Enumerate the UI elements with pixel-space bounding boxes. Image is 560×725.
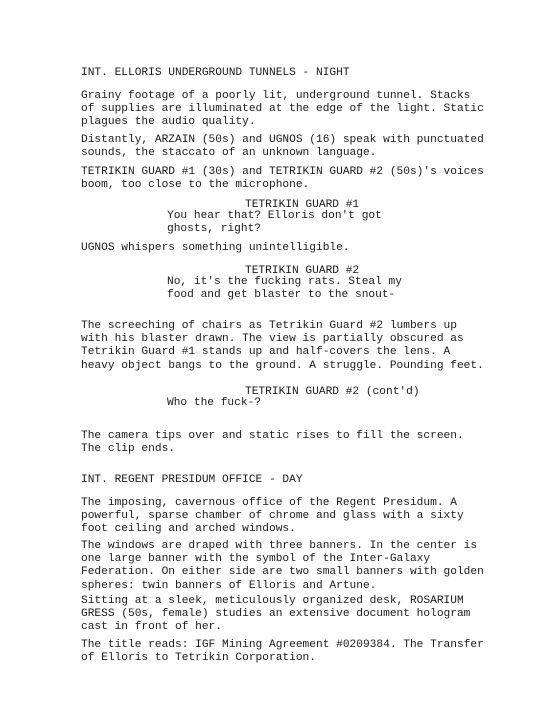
action-paragraph: Grainy footage of a poorly lit, underground tunnel. Stacks of supplies are illuminated at the edge of the light. Static plagues the audio quality.	[81, 90, 484, 129]
dialogue: No, it's the fucking rats. Steal my food and get blaster to the snout-	[167, 276, 402, 302]
scene-heading: INT. ELLORIS UNDERGROUND TUNNELS - NIGHT	[81, 67, 350, 79]
action-paragraph: Sitting at a sleek, meticulously organized desk, ROSARIUM GRESS (50s, female) studies an extensive document hologram cast in front of her.	[81, 595, 471, 634]
scene-heading: INT. REGENT PRESIDUM OFFICE - DAY	[81, 474, 303, 486]
action-paragraph: The screeching of chairs as Tetrikin Guard #2 lumbers up with his blaster drawn. The view is partially obscured as Tetrikin Guard #1 stands up and half-covers the lens. A heavy object bangs to the ground. A struggle. Pounding feet.	[81, 320, 484, 372]
action-paragraph: TETRIKIN GUARD #1 (30s) and TETRIKIN GUARD #2 (50s)'s voices boom, too close to the microphone.	[81, 166, 484, 192]
action-paragraph: UGNOS whispers something unintelligible.	[81, 242, 350, 254]
character-name: TETRIKIN GUARD #1	[245, 199, 360, 211]
action-paragraph: The imposing, cavernous office of the Regent Presidum. A powerful, sparse chamber of chrome and glass with a sixty foot ceiling and arched windows.	[81, 497, 464, 536]
dialogue: Who the fuck-?	[167, 397, 261, 409]
action-paragraph: The camera tips over and static rises to fill the screen. The clip ends.	[81, 430, 464, 456]
character-name: TETRIKIN GUARD #2	[245, 265, 360, 277]
action-paragraph: The title reads: IGF Mining Agreement #0209384. The Transfer of Elloris to Tetrikin Corporation.	[81, 639, 484, 665]
action-paragraph: The windows are draped with three banners. In the center is one large banner with the symbol of the Inter-Galaxy Federation. On either side are two small banners with golden spheres: twin banners of Elloris and Artune.	[81, 540, 484, 592]
character-name: TETRIKIN GUARD #2 (cont'd)	[245, 386, 420, 398]
dialogue: You hear that? Elloris don't got ghosts, right?	[167, 210, 382, 236]
action-paragraph: Distantly, ARZAIN (50s) and UGNOS (16) speak with punctuated sounds, the staccato of an unknown language.	[81, 134, 484, 160]
